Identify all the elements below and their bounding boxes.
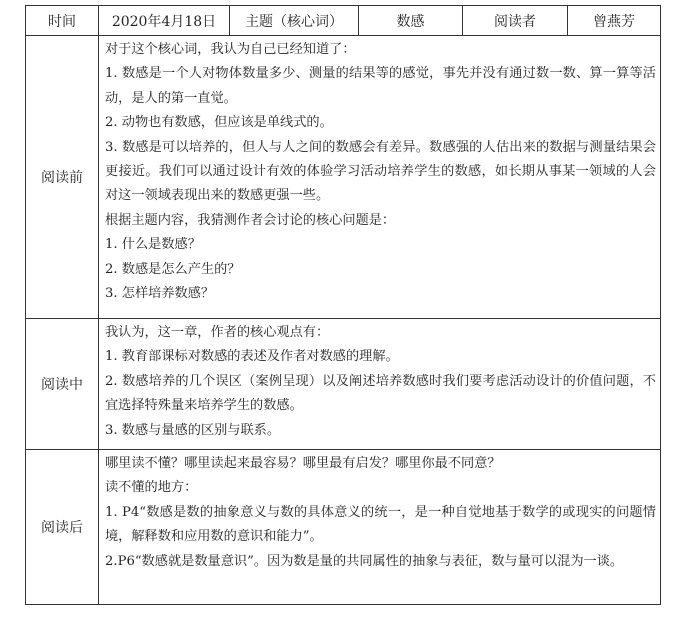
section-after-label: 阅读后 (26, 450, 99, 605)
time-label: 时间 (26, 6, 99, 36)
before-line: 1. 什么是数感？ (105, 237, 201, 253)
before-line: 2. 数感是怎么产生的？ (105, 261, 241, 277)
section-during-content (99, 319, 661, 450)
theme-value: 数感 (359, 6, 463, 36)
during-line: 2. 数感培养的几个误区（案例呈现）以及阐述培养数感时我们要考虑活动设计的价值问题，不宜选择特殊量来培养学生的数感。 (105, 373, 656, 414)
after-line: 哪里读不懂？哪里读起来最容易？哪里最有启发？哪里你最不同意？ (105, 456, 501, 471)
before-line: 2. 动物也有数感，但应该是单线式的。 (105, 115, 333, 131)
before-line: 3. 怎样培养数感？ (105, 286, 215, 302)
before-line: 对于这个核心词，我认为自己已经知道了： (105, 42, 356, 57)
header-row (26, 6, 661, 36)
section-before-label: 阅读前 (26, 36, 99, 319)
section-before-content (99, 36, 661, 319)
before-line: 3. 数感是可以培养的，但人与人之间的数感会有差异。数感强的人估出来的数据与测量结果会更接近。我们可以通过设计有效的体验学习活动培养学生的数感，如长期从事某一领域的人会对这一领域表现出来的数感更强一些。 (105, 139, 656, 204)
during-line: 1. 教育部课标对数感的表述及作者对数感的理解。 (105, 349, 399, 365)
before-line: 根据主题内容，我猜测作者会讨论的核心问题是： (105, 212, 396, 228)
before-line: 1. 数感是一个人对物体数量多少、测量的结果等的感觉，事先并没有通过数一数、算一算等活动，是人的第一直觉。 (105, 66, 656, 106)
after-line: 1. P4“数感是数的抽象意义与数的具体意义的统一，是一种自觉地基于数学的或现实的问题情境，解释数和应用数的意识和能力”。 (105, 504, 656, 545)
date-value: 2020年4月18日 (99, 6, 230, 36)
reader-label: 阅读者 (463, 6, 568, 36)
theme-label: 主题（核心词） (230, 6, 359, 36)
after-line: 2.P6“数感就是数量意识”。因为数是量的共同属性的抽象与表征，数与量可以混为一谈。 (105, 553, 624, 569)
section-after-row (26, 450, 661, 605)
section-during-label: 阅读中 (26, 319, 99, 450)
section-after-content (99, 450, 661, 605)
after-line: 读不懂的地方： (105, 480, 198, 496)
during-line: 我认为，这一章，作者的核心观点有： (105, 325, 330, 340)
during-line: 3. 数感与量感的区别与联系。 (105, 422, 281, 438)
section-during-row (26, 319, 661, 450)
reader-name: 曾燕芳 (568, 6, 661, 36)
section-before-row (26, 36, 661, 319)
reading-record-table (25, 5, 661, 605)
